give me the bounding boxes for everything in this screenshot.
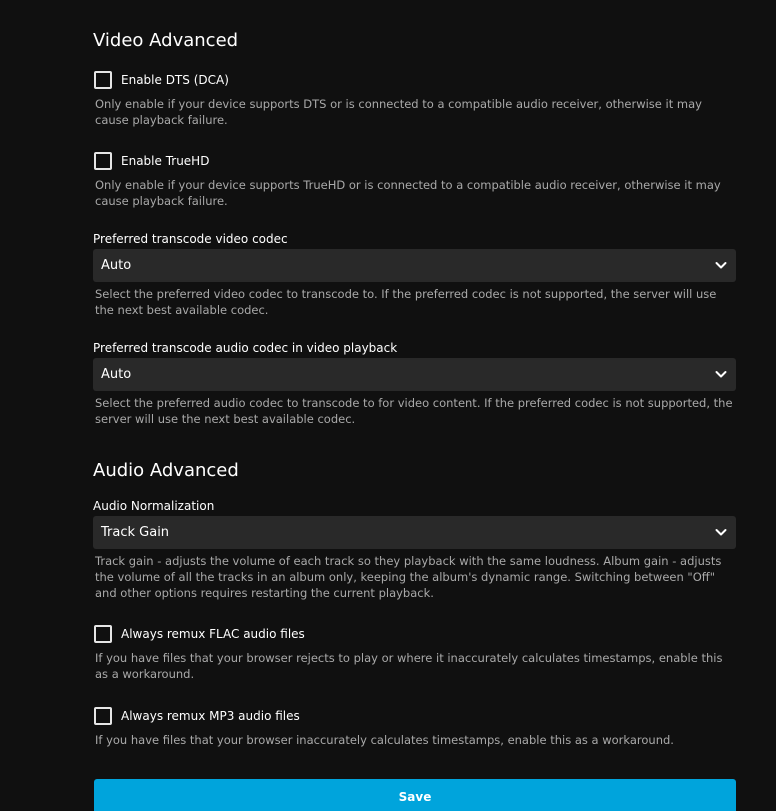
enable-dts-row[interactable] <box>93 69 229 91</box>
video-codec-select[interactable] <box>93 249 736 282</box>
enable-truehd-description: Only enable if your device supports TrueHD or is connected to a compatible audio receiver, otherwise it may cause playback failure. <box>95 178 721 208</box>
remux-flac-checkbox[interactable] <box>94 625 112 643</box>
remux-flac-label: Always remux FLAC audio files <box>121 627 305 641</box>
video-advanced-heading: Video Advanced <box>93 30 239 51</box>
enable-dts-description: Only enable if your device supports DTS or is connected to a compatible audio receiver, otherwise it may cause playback failure. <box>95 97 702 127</box>
audio-normalization-select[interactable] <box>93 516 736 549</box>
enable-truehd-row[interactable] <box>93 150 209 172</box>
video-codec-value: Auto <box>101 258 132 273</box>
enable-dts-checkbox[interactable] <box>94 71 112 89</box>
audio-advanced-heading: Audio Advanced <box>93 460 239 481</box>
audio-normalization-value: Track Gain <box>101 525 170 540</box>
enable-dts-label: Enable DTS (DCA) <box>121 73 229 87</box>
save-button[interactable]: Save <box>94 779 736 811</box>
chevron-down-icon <box>714 258 728 272</box>
chevron-down-icon <box>714 367 728 381</box>
remux-mp3-row[interactable] <box>93 705 300 727</box>
audio-codec-description: Select the preferred audio codec to transcode to for video content. If the preferred codec is not supported, the server will use the next best available codec. <box>95 396 733 426</box>
enable-truehd-label: Enable TrueHD <box>121 154 210 168</box>
audio-normalization-description: Track gain - adjusts the volume of each track so they playback with the same loudness. Album gain - adjusts the volume of all the tracks in an album only, keeping the album's dynamic range. Switching between "Off" and other options requires restarting the current playback. <box>95 554 722 600</box>
audio-codec-select[interactable] <box>93 358 736 391</box>
enable-truehd-checkbox[interactable] <box>94 152 112 170</box>
audio-normalization-label: Audio Normalization <box>93 499 215 513</box>
audio-codec-value: Auto <box>101 367 132 382</box>
video-codec-description: Select the preferred video codec to transcode to. If the preferred codec is not supported, the server will use the next best available codec. <box>95 287 717 317</box>
remux-mp3-checkbox[interactable] <box>94 707 112 725</box>
chevron-down-icon <box>714 525 728 539</box>
audio-codec-label: Preferred transcode audio codec in video playback <box>93 341 398 355</box>
remux-flac-description: If you have files that your browser rejects to play or where it inaccurately calculates timestamps, enable this as a workaround. <box>95 651 723 681</box>
video-codec-label: Preferred transcode video codec <box>93 232 288 246</box>
remux-mp3-label: Always remux MP3 audio files <box>121 709 300 723</box>
remux-flac-row[interactable] <box>93 623 305 645</box>
remux-mp3-description: If you have files that your browser inaccurately calculates timestamps, enable this as a workaround. <box>95 733 674 747</box>
